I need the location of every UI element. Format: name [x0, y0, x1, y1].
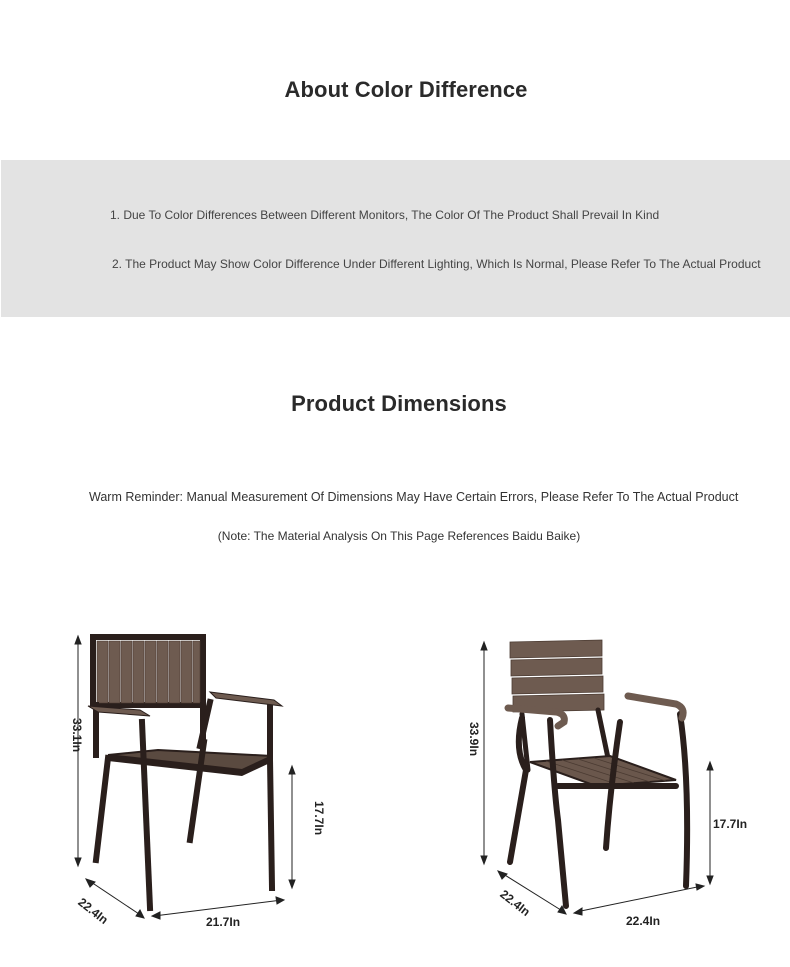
chair-1-height-label: 33.1In: [70, 718, 84, 753]
chair-2-width-label: 22.4In: [626, 914, 661, 928]
material-note-text: (Note: The Material Analysis On This Page References Baidu Baike): [217, 529, 581, 543]
chair-1-illustration: [60, 630, 340, 940]
color-note-1: 1. Due To Color Differences Between Different Monitors, The Color Of The Product Shall Prevail In Kind: [110, 208, 660, 222]
chair-1-width-label: 21.7In: [206, 915, 241, 929]
chair-1-depth-label: 22.4In: [75, 895, 111, 927]
color-note-2: 2. The Product May Show Color Difference Under Different Lighting, Which Is Normal, Please Refer To The Actual Product: [112, 257, 761, 271]
product-dimensions-title: Product Dimensions: [291, 391, 507, 416]
chair-2-seat-height-label: 17.7In: [713, 817, 748, 831]
color-difference-title: About Color Difference: [284, 77, 528, 102]
color-note-panel: [1, 160, 790, 317]
warm-reminder-text: Warm Reminder: Manual Measurement Of Dimensions May Have Certain Errors, Please Refer To The Actual Product: [89, 490, 739, 504]
chair-1-seat-height-label: 17.7In: [312, 801, 326, 836]
chair-2-depth-label: 22.4In: [497, 887, 533, 919]
chair-2-height-label: 33.9In: [467, 722, 481, 757]
